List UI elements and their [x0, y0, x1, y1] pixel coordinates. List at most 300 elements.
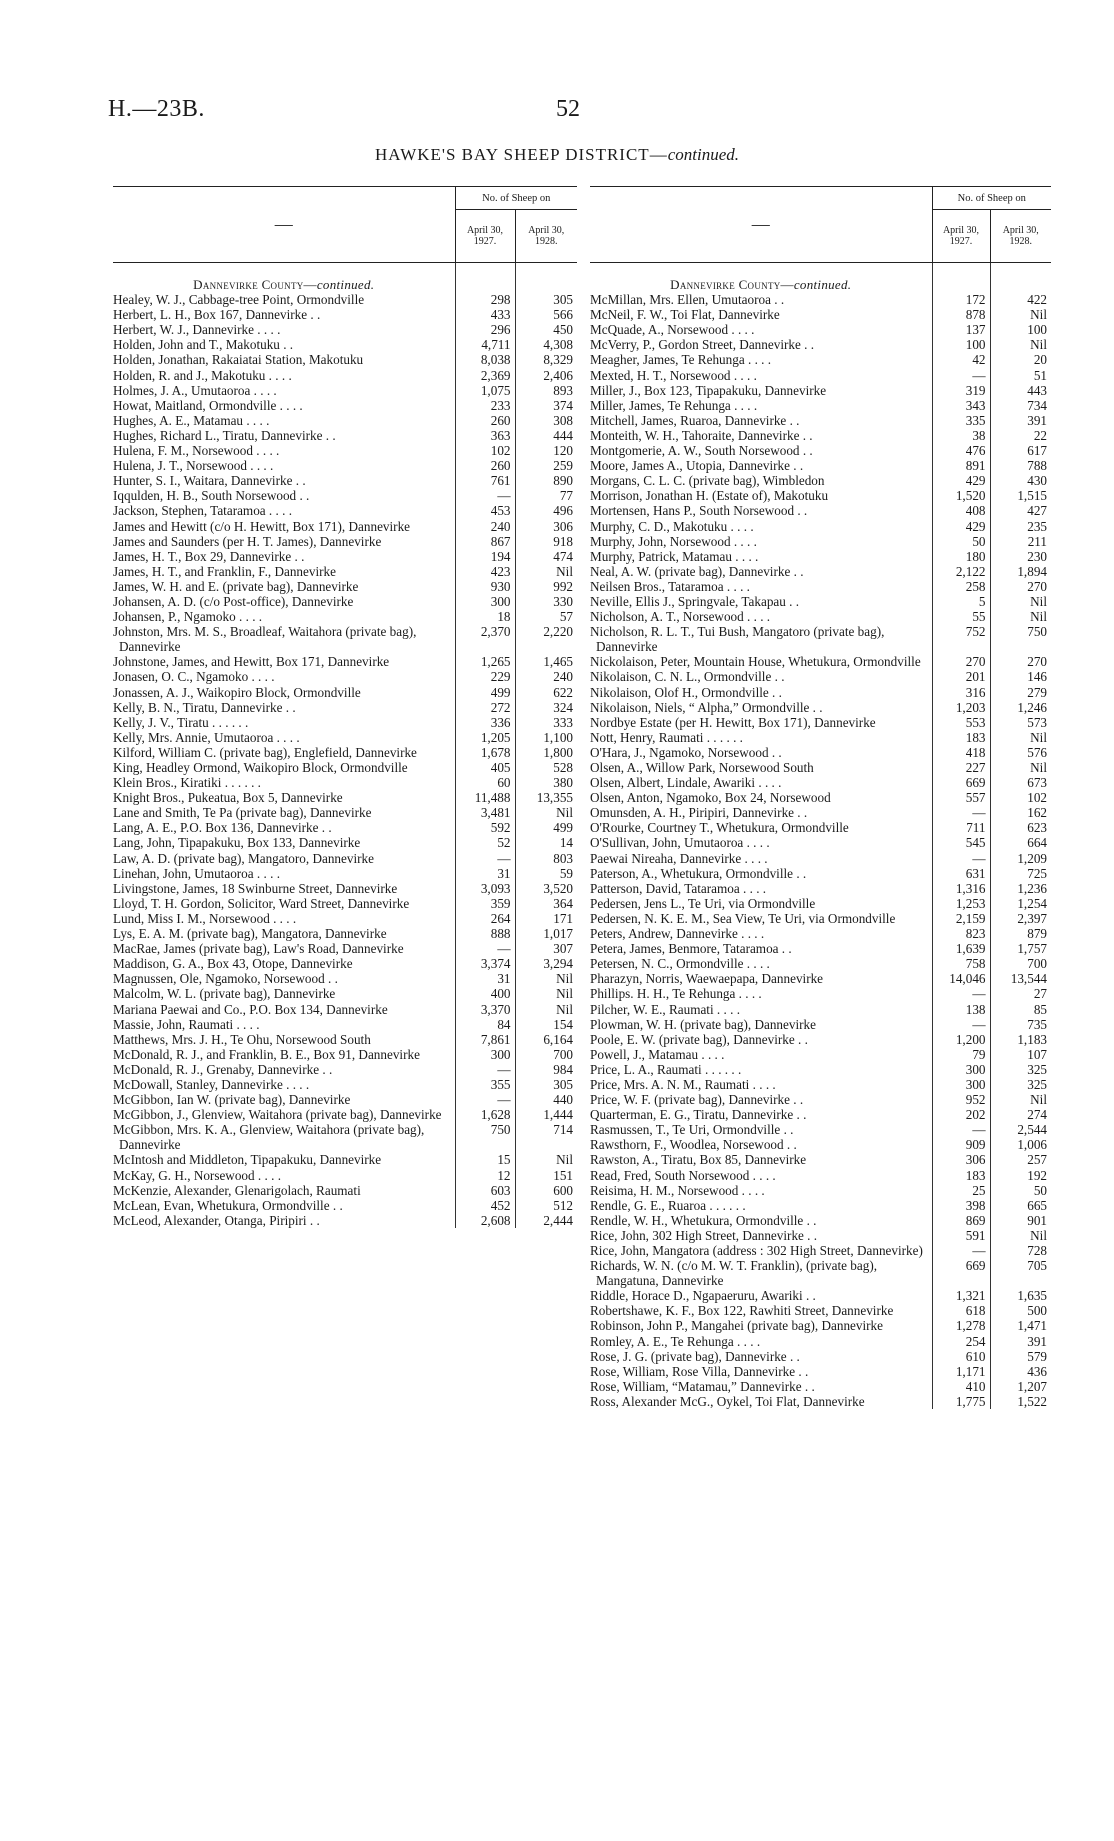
sheep-1927: —	[932, 1017, 990, 1032]
table-row	[590, 1288, 1051, 1303]
sheep-1928: 270	[990, 579, 1051, 594]
holder-name: Morrison, Jonathan H. (Estate of), Makotuku	[590, 488, 829, 504]
holder-name: Hunter, S. I., Waitara, Dannevirke . .	[113, 473, 306, 489]
left-spacer-1927	[455, 263, 515, 293]
left-county-suffix: continued.	[316, 277, 375, 292]
holder-name: O'Sullivan, John, Umutaoroa . . . .	[590, 835, 770, 851]
sheep-1927: 823	[932, 926, 990, 941]
sheep-1927: 1,253	[932, 896, 990, 911]
table-row	[113, 368, 577, 383]
table-row	[590, 368, 1051, 383]
sheep-1928: 436	[990, 1364, 1051, 1379]
table-row	[113, 1122, 577, 1152]
table-row	[113, 352, 577, 367]
holder-name: Pedersen, N. K. E. M., Sea View, Te Uri, via Ormondville	[590, 910, 896, 926]
sheep-1928: 500	[990, 1303, 1051, 1318]
sheep-1928: 1,236	[990, 881, 1051, 896]
table-row	[113, 1002, 577, 1017]
holder-name: Nikolaison, Niels, “ Alpha,” Ormondville . .	[590, 699, 823, 715]
sheep-1927: 476	[932, 443, 990, 458]
sheep-1927: 359	[455, 896, 515, 911]
table-row	[113, 941, 577, 956]
holder-name: McDonald, R. J., and Franklin, B. E., Box 91, Dannevirke	[113, 1046, 420, 1062]
holder-name: Montgomerie, A. W., South Norsewood . .	[590, 443, 813, 459]
holder-name: Petersen, N. C., Ormondville . . . .	[590, 956, 770, 972]
sheep-1928: 4,308	[515, 337, 577, 352]
sheep-1928: 893	[515, 383, 577, 398]
holder-name: Meagher, James, Te Rehunga . . . .	[590, 352, 772, 368]
sheep-1928: 330	[515, 594, 577, 609]
table-row	[590, 579, 1051, 594]
table-row	[113, 775, 577, 790]
sheep-1928: Nil	[990, 1092, 1051, 1107]
holder-name: Nott, Henry, Raumati . . . . . .	[590, 729, 743, 745]
holder-name: Peters, Andrew, Dannevirke . . . .	[590, 926, 765, 942]
sheep-1928: 427	[990, 503, 1051, 518]
left-county-row	[113, 263, 577, 293]
sheep-1927: 545	[932, 835, 990, 850]
sheep-1928: 120	[515, 443, 577, 458]
holder-name: Massie, John, Raumati . . . .	[113, 1016, 260, 1032]
sheep-1927: 336	[455, 715, 515, 730]
sheep-1927: 2,369	[455, 368, 515, 383]
sheep-1927: 5	[932, 594, 990, 609]
sheep-1928: 700	[515, 1047, 577, 1062]
table-row	[113, 398, 577, 413]
left-column	[113, 186, 577, 1228]
sheep-1927: 233	[455, 398, 515, 413]
holder-name: Olsen, A., Willow Park, Norsewood South	[590, 760, 814, 775]
sheep-1928: 443	[990, 383, 1051, 398]
sheep-1927: 201	[932, 669, 990, 684]
sheep-1927: 930	[455, 579, 515, 594]
sheep-1927: 2,159	[932, 911, 990, 926]
table-row	[590, 307, 1051, 322]
holder-name: Mexted, H. T., Norsewood . . . .	[590, 367, 757, 383]
sheep-1928: 171	[515, 911, 577, 926]
holder-name: McGibbon, J., Glenview, Waitahora (private bag), Dannevirke	[113, 1107, 442, 1123]
table-row	[590, 337, 1051, 352]
sheep-1928: Nil	[990, 730, 1051, 745]
table-row	[113, 956, 577, 971]
left-header-1928-l1: April 30,	[528, 225, 565, 236]
sheep-1928: 512	[515, 1198, 577, 1213]
sheep-1927: 31	[455, 866, 515, 881]
sheep-1928: 3,294	[515, 956, 577, 971]
right-name-header: —	[590, 187, 932, 263]
holder-name: McVerry, P., Gordon Street, Dannevirke . .	[590, 337, 815, 353]
table-row	[590, 805, 1051, 820]
holder-name: O'Rourke, Courtney T., Whetukura, Ormondville	[590, 820, 849, 836]
table-row	[113, 624, 577, 654]
sheep-1928: 705	[990, 1258, 1051, 1288]
sheep-1928: 391	[990, 413, 1051, 428]
sheep-1927: —	[932, 1122, 990, 1137]
sheep-1928: 725	[990, 866, 1051, 881]
sheep-1928: 305	[515, 292, 577, 307]
holder-name: McKenzie, Alexander, Glenarigolach, Raumati	[113, 1182, 361, 1198]
holder-name: Jonasen, O. C., Ngamoko . . . .	[113, 669, 275, 685]
table-row	[590, 956, 1051, 971]
holder-name: Olsen, Anton, Ngamoko, Box 24, Norsewood	[590, 790, 831, 806]
sheep-1928: Nil	[990, 594, 1051, 609]
sheep-1928: 279	[990, 685, 1051, 700]
holder-name: Price, L. A., Raumati . . . . . .	[590, 1061, 742, 1077]
holder-name: Holmes, J. A., Umutaoroa . . . .	[113, 382, 277, 398]
sheep-1928: 700	[990, 956, 1051, 971]
sheep-1927: 669	[932, 775, 990, 790]
table-row	[590, 1198, 1051, 1213]
sheep-1927: 260	[455, 458, 515, 473]
table-row	[590, 1379, 1051, 1394]
table-row	[590, 941, 1051, 956]
holder-name: Plowman, W. H. (private bag), Dannevirke	[590, 1016, 816, 1032]
holder-name: Nickolaison, Peter, Mountain House, Whetukura, Ormondville	[590, 654, 921, 670]
sheep-1928: 735	[990, 1017, 1051, 1032]
holder-name: Pedersen, Jens L., Te Uri, via Ormondville	[590, 895, 816, 911]
holder-name: Price, Mrs. A. N. M., Raumati . . . .	[590, 1076, 776, 1092]
sheep-1928: 673	[990, 775, 1051, 790]
sheep-1927: —	[932, 1243, 990, 1258]
sheep-1928: 14	[515, 835, 577, 850]
table-row	[113, 971, 577, 986]
sheep-1928: 230	[990, 549, 1051, 564]
holder-name: Matthews, Mrs. J. H., Te Ohu, Norsewood South	[113, 1031, 371, 1047]
sheep-1928: 13,355	[515, 790, 577, 805]
sheep-1928: 579	[990, 1349, 1051, 1364]
holder-name: Hulena, F. M., Norsewood . . . .	[113, 443, 280, 459]
sheep-1928: 380	[515, 775, 577, 790]
table-row	[590, 564, 1051, 579]
sheep-1927: 31	[455, 971, 515, 986]
sheep-1928: 1,471	[990, 1318, 1051, 1333]
holder-name: Healey, W. J., Cabbage-tree Point, Ormondville	[113, 292, 365, 308]
sheep-1927: 433	[455, 307, 515, 322]
holder-name: Miller, James, Te Rehunga . . . .	[590, 397, 758, 413]
holder-name: Johnstone, James, and Hewitt, Box 171, Dannevirke	[113, 654, 390, 670]
holder-name: Phillips. H. H., Te Rehunga . . . .	[590, 986, 762, 1002]
table-row	[113, 790, 577, 805]
sheep-1927: 319	[932, 383, 990, 398]
sheep-1927: 102	[455, 443, 515, 458]
sheep-1927: 453	[455, 503, 515, 518]
sheep-1927: 752	[932, 624, 990, 654]
holder-name: Hughes, A. E., Matamau . . . .	[113, 412, 270, 428]
sheep-1927: 557	[932, 790, 990, 805]
sheep-1928: Nil	[515, 986, 577, 1001]
sheep-1927: 355	[455, 1077, 515, 1092]
left-header-1928	[515, 210, 577, 263]
holder-name: James, H. T., and Franklin, F., Dannevirke	[113, 563, 336, 579]
sheep-1928: 728	[990, 1243, 1051, 1258]
sheep-1927: 14,046	[932, 971, 990, 986]
sheep-1927: 84	[455, 1017, 515, 1032]
sheep-1928: 430	[990, 473, 1051, 488]
sheep-1928: 77	[515, 488, 577, 503]
table-row	[590, 443, 1051, 458]
holder-name: Holden, R. and J., Makotuku . . . .	[113, 367, 292, 383]
left-name-header: —	[113, 187, 455, 263]
holder-name: Law, A. D. (private bag), Mangatoro, Dannevirke	[113, 850, 374, 866]
sheep-1927: 1,171	[932, 1364, 990, 1379]
sheep-1927: 405	[455, 760, 515, 775]
sheep-1927: 952	[932, 1092, 990, 1107]
holder-name: James and Hewitt (c/o H. Hewitt, Box 171), Dannevirke	[113, 518, 411, 534]
sheep-1928: 750	[990, 624, 1051, 654]
table-row	[590, 1152, 1051, 1167]
sheep-1927: 52	[455, 835, 515, 850]
sheep-1928: 306	[515, 519, 577, 534]
table-row	[113, 579, 577, 594]
sheep-1927: 1,639	[932, 941, 990, 956]
holder-name: McGibbon, Mrs. K. A., Glenview, Waitahora (private bag), Dannevirke	[113, 1122, 425, 1153]
sheep-1927: 38	[932, 428, 990, 443]
table-row	[113, 911, 577, 926]
holder-name: Howat, Maitland, Ormondville . . . .	[113, 397, 303, 413]
holder-name: James and Saunders (per H. T. James), Dannevirke	[113, 533, 382, 549]
holder-name: Neilsen Bros., Tataramoa . . . .	[590, 578, 750, 594]
holder-name: Lund, Miss I. M., Norsewood . . . .	[113, 910, 297, 926]
right-county-heading	[590, 263, 932, 293]
sheep-1927: 50	[932, 534, 990, 549]
holder-name: Rendle, G. E., Ruaroa . . . . . .	[590, 1197, 746, 1213]
sheep-1927: 1,321	[932, 1288, 990, 1303]
sheep-1928: 600	[515, 1183, 577, 1198]
table-row	[590, 971, 1051, 986]
holder-name: Patterson, David, Tataramoa . . . .	[590, 880, 767, 896]
table-row	[113, 866, 577, 881]
table-row	[590, 594, 1051, 609]
sheep-1927: 2,370	[455, 624, 515, 654]
sheep-1927: —	[455, 941, 515, 956]
table-row	[113, 488, 577, 503]
sheep-1928: 107	[990, 1047, 1051, 1062]
sheep-1928: 274	[990, 1107, 1051, 1122]
right-column	[590, 186, 1051, 1409]
sheep-1928: 1,894	[990, 564, 1051, 579]
sheep-1928: 154	[515, 1017, 577, 1032]
holder-name: James, H. T., Box 29, Dannevirke . .	[113, 548, 305, 564]
holder-name: Rose, William, Rose Villa, Dannevirke . .	[590, 1363, 809, 1379]
sheep-1927: —	[932, 368, 990, 383]
table-row	[590, 685, 1051, 700]
holder-name: Lang, John, Tipapakuku, Box 133, Dannevirke	[113, 835, 361, 851]
sheep-1928: 27	[990, 986, 1051, 1001]
sheep-1927: 296	[455, 322, 515, 337]
sheep-1928: 1,100	[515, 730, 577, 745]
sheep-1928: 622	[515, 685, 577, 700]
holder-name: Kelly, B. N., Tiratu, Dannevirke . .	[113, 699, 296, 715]
holder-name: Price, W. F. (private bag), Dannevirke . .	[590, 1092, 804, 1108]
sheep-1927: 499	[455, 685, 515, 700]
table-row	[590, 911, 1051, 926]
holder-name: Quarterman, E. G., Tiratu, Dannevirke . .	[590, 1107, 807, 1123]
table-row	[113, 896, 577, 911]
holder-name: Johansen, A. D. (c/o Post-office), Dannevirke	[113, 593, 354, 609]
sheep-1927: —	[455, 488, 515, 503]
sheep-1928: 51	[990, 368, 1051, 383]
left-header-1927	[455, 210, 515, 263]
page-title	[0, 145, 1114, 165]
table-row	[113, 700, 577, 715]
table-row	[113, 609, 577, 624]
sheep-1927: 1,265	[455, 654, 515, 669]
sheep-1928: Nil	[515, 1002, 577, 1017]
sheep-1927: 1,205	[455, 730, 515, 745]
holder-name: Lang, A. E., P.O. Box 136, Dannevirke . .	[113, 820, 332, 836]
holder-name: Magnussen, Ole, Ngamoko, Norsewood . .	[113, 971, 338, 987]
sheep-1928: 444	[515, 428, 577, 443]
sheep-1928: 270	[990, 654, 1051, 669]
sheep-1928: 1,465	[515, 654, 577, 669]
table-row	[113, 458, 577, 473]
sheep-1927: 298	[455, 292, 515, 307]
left-county-heading	[113, 263, 455, 293]
holder-name: MacRae, James (private bag), Law's Road, Dannevirke	[113, 941, 404, 957]
sheep-1928: 8,329	[515, 352, 577, 367]
holder-name: Miller, J., Box 123, Tipapakuku, Dannevirke	[590, 382, 827, 398]
holder-name: Murphy, C. D., Makotuku . . . .	[590, 518, 754, 534]
holder-name: Reisima, H. M., Norsewood . . . .	[590, 1182, 765, 1198]
table-row	[113, 1152, 577, 1167]
table-row	[590, 322, 1051, 337]
holder-name: Olsen, Albert, Lindale, Awariki . . . .	[590, 775, 782, 791]
table-row	[590, 292, 1051, 307]
holder-name: McMillan, Mrs. Ellen, Umutaoroa . .	[590, 292, 785, 308]
table-row	[590, 700, 1051, 715]
sheep-1928: 1,254	[990, 896, 1051, 911]
sheep-1928: 240	[515, 669, 577, 684]
holder-name: Rawsthorn, F., Woodlea, Norsewood . .	[590, 1137, 797, 1153]
sheep-1928: 440	[515, 1092, 577, 1107]
sheep-1928: 992	[515, 579, 577, 594]
page-number: 52	[556, 96, 580, 122]
holder-name: Murphy, Patrick, Matamau . . . .	[590, 548, 759, 564]
table-row	[590, 1213, 1051, 1228]
holder-name: Monteith, W. H., Tahoraite, Dannevirke . .	[590, 427, 813, 443]
holder-name: King, Headley Ormond, Waikopiro Block, Ormondville	[113, 760, 408, 775]
sheep-1927: 867	[455, 534, 515, 549]
sheep-1928: Nil	[515, 805, 577, 820]
sheep-1927: 172	[932, 292, 990, 307]
sheep-1927: 1,628	[455, 1107, 515, 1122]
sheep-1927: 194	[455, 549, 515, 564]
holder-name: Pharazyn, Norris, Waewaepapa, Dannevirke	[590, 971, 824, 987]
holder-name: Nicholson, R. L. T., Tui Bush, Mangatoro (private bag), Dannevirke	[590, 624, 885, 655]
holder-name: Mariana Paewai and Co., P.O. Box 134, Dannevirke	[113, 1001, 388, 1017]
table-row	[590, 745, 1051, 760]
table-row	[590, 1137, 1051, 1152]
sheep-1927: 60	[455, 775, 515, 790]
sheep-1928: 984	[515, 1062, 577, 1077]
sheep-1927: 79	[932, 1047, 990, 1062]
table-row	[113, 1047, 577, 1062]
right-spacer-1928	[990, 263, 1051, 293]
holder-name: Paterson, A., Whetukura, Ormondville . .	[590, 865, 807, 881]
sheep-1927: 12	[455, 1168, 515, 1183]
holder-name: Omunsden, A. H., Piripiri, Dannevirke . .	[590, 805, 808, 821]
holder-name: Jonassen, A. J., Waikopiro Block, Ormondville	[113, 684, 361, 700]
sheep-1927: 869	[932, 1213, 990, 1228]
sheep-1928: Nil	[990, 337, 1051, 352]
holder-name: Murphy, John, Norsewood . . . .	[590, 533, 757, 549]
sheep-1928: 450	[515, 322, 577, 337]
table-row	[590, 1318, 1051, 1333]
sheep-1927: 591	[932, 1228, 990, 1243]
sheep-1928: 901	[990, 1213, 1051, 1228]
sheep-1928: 1,246	[990, 700, 1051, 715]
table-row	[113, 1168, 577, 1183]
holder-name: Rendle, W. H., Whetukura, Ormondville . .	[590, 1212, 817, 1228]
sheep-1927: 3,374	[455, 956, 515, 971]
sheep-1927: 254	[932, 1334, 990, 1349]
table-row	[590, 1228, 1051, 1243]
sheep-1927: 300	[455, 1047, 515, 1062]
holder-name: McDowall, Stanley, Dannevirke . . . .	[113, 1076, 310, 1092]
sheep-1927: 669	[932, 1258, 990, 1288]
sheep-1928: 714	[515, 1122, 577, 1152]
holder-name: Morgans, C. L. C. (private bag), Wimbledon	[590, 473, 825, 489]
sheep-1927: 306	[932, 1152, 990, 1167]
table-row	[113, 685, 577, 700]
table-row	[590, 1077, 1051, 1092]
holder-name: McLeod, Alexander, Otanga, Piripiri . .	[113, 1212, 320, 1228]
table-row	[590, 715, 1051, 730]
table-row	[113, 745, 577, 760]
table-row	[590, 669, 1051, 684]
holder-name: Holden, John and T., Makotuku . .	[113, 337, 294, 353]
sheep-1928: 528	[515, 760, 577, 775]
holder-name: Romley, A. E., Te Rehunga . . . .	[590, 1333, 761, 1349]
sheep-1927: 750	[455, 1122, 515, 1152]
holder-name: Riddle, Horace D., Ngapaeruru, Awariki . .	[590, 1288, 816, 1304]
sheep-1928: 50	[990, 1183, 1051, 1198]
sheep-1927: 429	[932, 519, 990, 534]
holder-name: Johnston, Mrs. M. S., Broadleaf, Waitahora (private bag), Dannevirke	[113, 624, 417, 655]
sheep-1928: 259	[515, 458, 577, 473]
holder-name: Neville, Ellis J., Springvale, Takapau . .	[590, 593, 800, 609]
sheep-1928: 305	[515, 1077, 577, 1092]
sheep-1928: 1,017	[515, 926, 577, 941]
sheep-1927: 758	[932, 956, 990, 971]
sheep-1928: 474	[515, 549, 577, 564]
sheep-1928: 573	[990, 715, 1051, 730]
sheep-1927: —	[932, 851, 990, 866]
sheep-1928: 2,397	[990, 911, 1051, 926]
right-header-1927	[932, 210, 990, 263]
sheep-1928: 499	[515, 820, 577, 835]
holder-name: McIntosh and Middleton, Tipapakuku, Dannevirke	[113, 1152, 382, 1168]
table-row	[590, 1047, 1051, 1062]
table-row	[590, 986, 1051, 1001]
sheep-1927: 229	[455, 669, 515, 684]
table-row	[113, 307, 577, 322]
table-row	[590, 1168, 1051, 1183]
holder-name: Pilcher, W. E., Raumati . . . .	[590, 1001, 741, 1017]
holder-name: Nikolaison, Olof H., Ormondville . .	[590, 684, 782, 700]
sheep-1927: 429	[932, 473, 990, 488]
sheep-1928: 1,515	[990, 488, 1051, 503]
table-row	[113, 1107, 577, 1122]
sheep-1927: 3,481	[455, 805, 515, 820]
holder-name: Rawston, A., Tiratu, Box 85, Dannevirke	[590, 1152, 807, 1168]
left-sheep-table	[113, 186, 577, 1228]
sheep-1927: 260	[455, 413, 515, 428]
sheep-1928: 734	[990, 398, 1051, 413]
holder-name: James, W. H. and E. (private bag), Dannevirke	[113, 578, 359, 594]
sheep-1928: 85	[990, 1002, 1051, 1017]
holder-name: O'Hara, J., Ngamoko, Norsewood . .	[590, 744, 782, 760]
